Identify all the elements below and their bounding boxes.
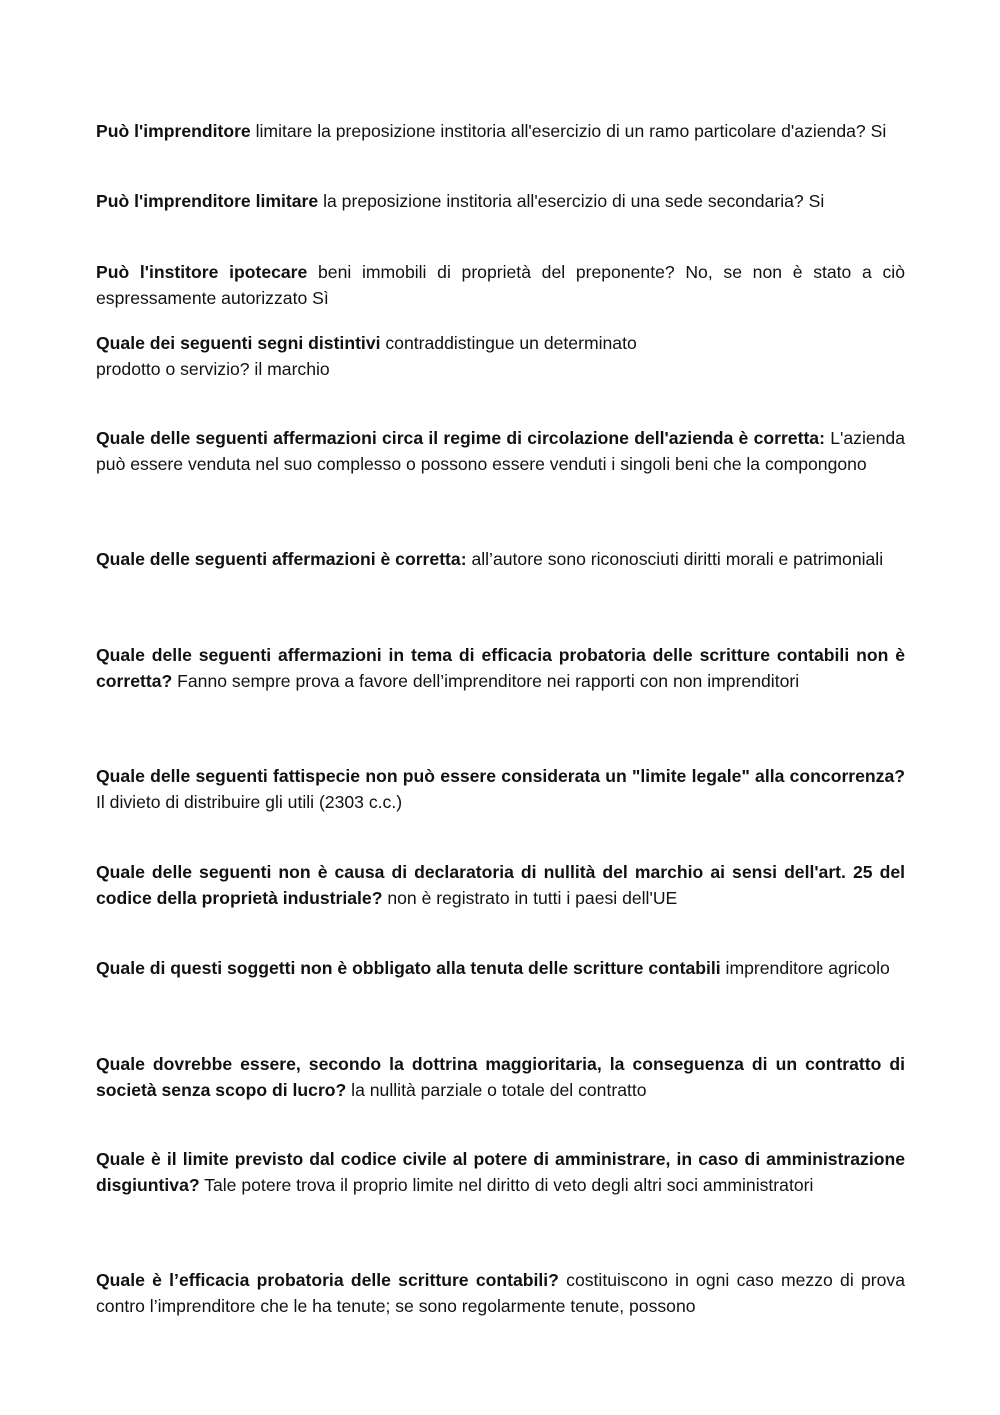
answer-text: contraddistingue un determinato [380,333,637,353]
qa-item [96,259,905,311]
answer-text: limitare la preposizione institoria all'esercizio di un ramo particolare d'azienda? Si [250,121,887,141]
question-text: Quale delle seguenti affermazioni circa il regime di circolazione dell'azienda è corretta: [96,428,825,448]
qa-item [96,955,905,981]
qa-item [96,1146,905,1198]
question-text: Quale dovrebbe essere, secondo la dottrina maggioritaria, la conseguenza di un contratto di società senza scopo di lucro? [96,1054,905,1100]
answer-text: la nullità parziale o totale del contratto [346,1080,647,1100]
answer-text: L'azienda può essere venduta nel suo complesso o possono essere venduti i singoli beni che la compongono [96,428,905,474]
answer-text: Fanno sempre prova a favore dell’imprenditore nei rapporti con non imprenditori [172,671,800,691]
answer-text: non è registrato in tutti i paesi dell'UE [382,888,678,908]
answer-text: costituiscono in ogni caso mezzo di prova contro l’imprenditore che le ha tenute; se sono regolarmente tenute, possono [96,1270,905,1316]
question-text: Quale è il limite previsto dal codice civile al potere di amministrare, in caso di amministrazione disgiuntiva? [96,1149,905,1195]
qa-item [96,763,905,815]
question-text: Può l'imprenditore [96,121,251,141]
qa-item [96,642,905,694]
question-text: Può l'imprenditore limitare [96,191,319,211]
qa-item [96,859,905,911]
answer-text: Il divieto di distribuire gli utili (2303 c.c.) [96,792,403,812]
answer-text: imprenditore agricolo [720,958,890,978]
qa-item [96,188,905,214]
answer-text: all’autore sono riconosciuti diritti morali e patrimoniali [466,549,884,569]
question-text: Quale delle seguenti non è causa di declaratoria di nullità del marchio ai sensi dell'art. 25 del codice della proprietà industriale? [96,862,905,908]
answer-text: Tale potere trova il proprio limite nel diritto di veto degli altri soci amministratori [199,1175,814,1195]
question-text: Quale delle seguenti fattispecie non può essere considerata un "limite legale" alla concorrenza? [96,766,905,786]
answer-text: beni immobili di proprietà del preponente? No, se non è stato a ciò espressamente autorizzato Sì [96,262,905,308]
question-text: Può l'institore ipotecare [96,262,308,282]
qa-item [96,330,905,382]
qa-item [96,1267,905,1319]
question-text: Quale è l’efficacia probatoria delle scritture contabili? [96,1270,559,1290]
qa-item [96,546,905,572]
question-text: Quale delle seguenti affermazioni è corretta: [96,549,467,569]
question-text: Quale dei seguenti segni distintivi [96,333,381,353]
question-text: Quale di questi soggetti non è obbligato alla tenuta delle scritture contabili [96,958,721,978]
qa-item [96,118,905,144]
answer-text: la preposizione institoria all'esercizio di una sede secondaria? Si [318,191,825,211]
qa-item [96,1051,905,1103]
qa-item [96,425,905,477]
question-text: Quale delle seguenti affermazioni in tema di efficacia probatoria delle scritture contabili non è corretta? [96,645,905,691]
answer-text-line2: prodotto o servizio? il marchio [96,359,330,379]
